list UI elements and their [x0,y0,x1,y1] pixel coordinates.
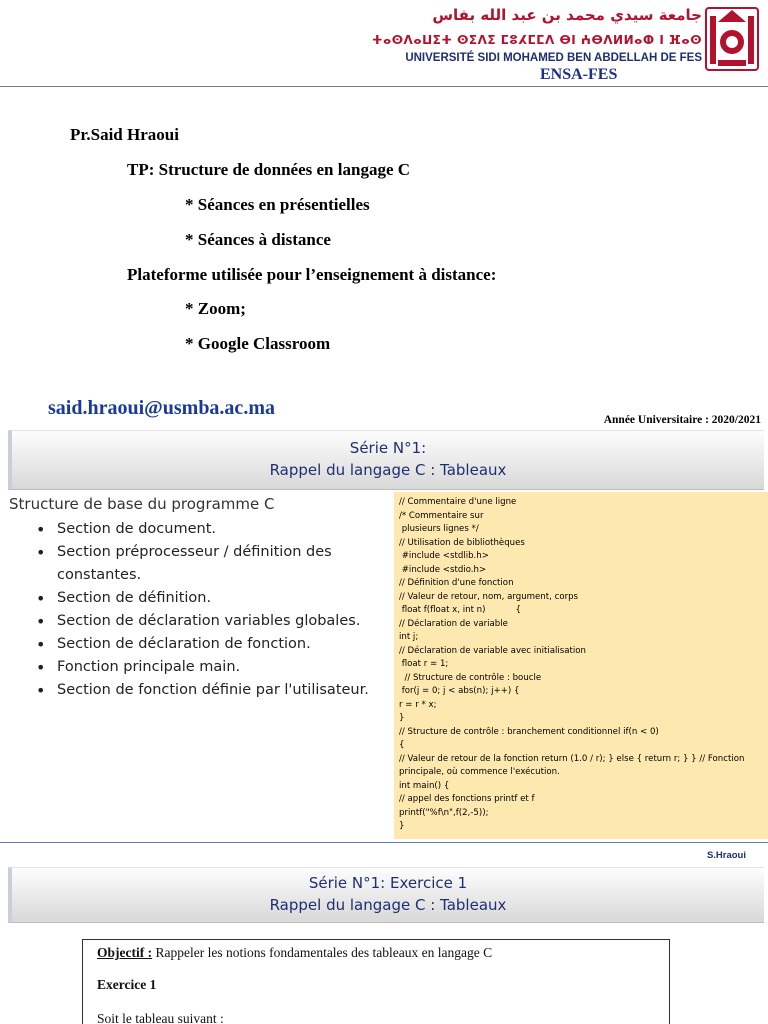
objective-label: Objectif : [97,945,153,960]
code-line: // Valeur de retour, nom, argument, corps [399,591,579,602]
code-line: plusieurs lignes */ [399,524,479,534]
exercise-banner-subtitle: Rappel du langage C : Tableaux [269,896,507,914]
objective-line [97,945,655,961]
code-line: float r = 1; [399,659,449,669]
code-line: principale, où commence l'exécution. [399,767,560,777]
academic-year: Année Universitaire : 2020/2021 [603,414,761,426]
code-line: } [399,821,405,831]
list-item: • Section de fonction définie par l'utilisateur. [36,679,396,702]
code-line: /* Commentaire sur [399,510,484,521]
exercise-statement: Soit le tableau suivant : [97,1011,224,1024]
structure-list [36,518,396,702]
code-line: #include <stdio.h> [399,564,487,575]
university-name-french: UNIVERSITÉ SIDI MOHAMED BEN ABDELLAH DE FES [405,52,702,64]
code-example-box [394,492,768,839]
code-line: #include <stdlib.h> [399,551,489,561]
platform-item-classroom: * Google Classroom [185,334,331,353]
list-item: • Section de déclaration variables globales. [36,610,396,633]
exercise-box [82,939,670,1024]
slide-footer-divider [0,842,768,843]
structure-heading: Structure de base du programme C [9,495,275,513]
professor-name: Pr.Said Hraoui [70,125,179,144]
code-line: // Structure de contrôle : boucle [399,672,542,683]
serie-title: Série N°1: [349,439,427,457]
code-line: } [399,713,405,723]
university-name-tifinagh: ⵜⴰⵙⴷⴰⵡⵉⵜ ⵙⵉⴷⵉ ⵎⵓⵃⵎⵎⴷ ⴱⵏ ⵄⴱⴷⵍⵍⴰⵀ ⵏ ⴼⴰⵙ [371,33,702,47]
university-logo-icon [704,2,760,74]
university-name-arabic: جامعة سيدي محمد بن عبد الله بفاس [432,6,702,24]
code-line: { [399,740,405,750]
list-item: • Section de définition. [36,587,396,610]
list-item: • Section de déclaration de fonction. [36,633,396,656]
code-line: int main() { [399,780,450,791]
session-item-distance: * Séances à distance [185,230,331,249]
code-line: // Déclaration de variable [399,618,508,629]
code-line: // Commentaire d'une ligne [399,497,517,507]
list-item: • Fonction principale main. [36,656,396,679]
serie-subtitle: Rappel du langage C : Tableaux [269,461,507,479]
session-item-presentiel: * Séances en présentielles [185,195,370,214]
exercise-title: Exercice 1 [97,977,157,992]
code-line: // Déclaration de variable avec initialisation [399,645,586,656]
header-divider [0,86,768,87]
platform-item-zoom: * Zoom; [185,299,246,318]
exercise-banner-title: Série N°1: Exercice 1 [308,874,468,892]
slide-footer-author: S.Hraoui [706,850,746,861]
exercise-banner [8,867,764,923]
list-item: • Section préprocesseur / définition des constantes. [36,541,396,587]
code-line: float f(float x, int n) { [399,605,521,615]
code-line: // appel des fonctions printf et f [399,794,535,804]
tp-title: TP: Structure de données en langage C [127,160,411,179]
title-slide [0,0,768,390]
platform-heading: Plateforme utilisée pour l’enseignement à distance: [127,265,497,284]
code-line: r = r * x; [399,699,437,710]
code-line: // Utilisation de bibliothèques [399,537,525,548]
code-line: // Définition d'une fonction [399,578,514,588]
contact-email: said.hraoui@usmba.ac.ma [48,397,275,419]
code-line: // Structure de contrôle : branchement conditionnel if(n < 0) [399,726,659,737]
list-item: • Section de document. [36,518,396,541]
code-line: // Valeur de retour de la fonction return (1.0 / r); } else { return r; } } // Fonction [399,753,745,764]
serie-banner [8,430,764,490]
code-line: for(j = 0; j < abs(n); j++) { [399,686,520,696]
objective-text: Rappeler les notions fondamentales des tableaux en langage C [152,945,493,960]
code-line: int j; [399,632,419,642]
school-name: ENSA-FES [540,66,618,83]
code-line: printf("%f\n",f(2,-5)); [399,807,489,818]
